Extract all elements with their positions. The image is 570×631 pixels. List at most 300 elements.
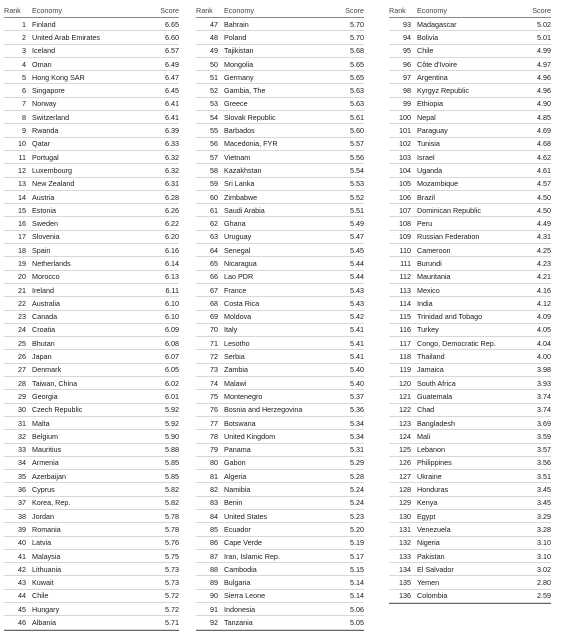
rank-cell: 129	[399, 498, 411, 508]
table-row	[196, 111, 364, 124]
table-row	[196, 483, 364, 496]
economy-cell: Mauritius	[32, 445, 62, 455]
rank-cell: 95	[403, 46, 411, 56]
economy-cell: Russian Federation	[417, 232, 480, 242]
rank-cell: 32	[18, 431, 26, 441]
table-row	[4, 217, 179, 230]
rank-cell: 125	[399, 445, 411, 455]
economy-cell: Taiwan, China	[32, 378, 78, 388]
rank-cell: 29	[18, 391, 26, 401]
rank-cell: 5	[22, 72, 26, 82]
rank-cell: 73	[210, 365, 218, 375]
economy-cell: Rwanda	[32, 126, 59, 136]
table-row	[389, 124, 551, 137]
economy-cell: Slovenia	[32, 232, 60, 242]
table-row	[4, 470, 179, 483]
table-row	[196, 151, 364, 164]
table-row	[196, 231, 364, 244]
score-cell: 6.26	[165, 205, 179, 215]
rank-cell: 45	[18, 604, 26, 614]
table-row	[4, 297, 179, 310]
rank-cell: 77	[210, 418, 218, 428]
economy-cell: Honduras	[417, 485, 449, 495]
score-cell: 5.14	[350, 591, 364, 601]
table-row	[389, 164, 551, 177]
rank-cell: 117	[399, 338, 411, 348]
economy-cell: El Salvador	[417, 564, 454, 574]
economy-cell: Thailand	[417, 352, 445, 362]
economy-cell: Paraguay	[417, 126, 448, 136]
table-row	[389, 350, 551, 363]
table-row	[196, 257, 364, 270]
score-cell: 5.15	[350, 564, 364, 574]
rank-cell: 71	[210, 338, 218, 348]
economy-cell: Chad	[417, 405, 435, 415]
table-row	[389, 404, 551, 417]
economy-cell: Ethiopia	[417, 99, 443, 109]
score-cell: 5.01	[537, 32, 551, 42]
economy-cell: Tanzania	[224, 618, 253, 627]
score-cell: 4.97	[537, 59, 551, 69]
economy-cell: Burundi	[417, 258, 442, 268]
economy-cell: Dominican Republic	[417, 205, 481, 215]
economy-cell: Mauritania	[417, 272, 451, 282]
rank-cell: 66	[210, 272, 218, 282]
rank-cell: 54	[210, 112, 218, 122]
table-row	[4, 204, 179, 217]
economy-cell: Chile	[417, 46, 434, 56]
table-row	[389, 337, 551, 350]
table-row	[389, 563, 551, 576]
rank-cell: 31	[18, 418, 26, 428]
table-row	[4, 191, 179, 204]
score-cell: 4.23	[537, 258, 551, 268]
economy-header: Economy	[417, 6, 447, 15]
table-row	[196, 337, 364, 350]
score-cell: 5.24	[350, 485, 364, 495]
table-row	[389, 84, 551, 97]
rank-cell: 17	[18, 232, 26, 242]
rank-cell: 72	[210, 352, 218, 362]
score-cell: 6.07	[165, 352, 179, 362]
rank-cell: 120	[399, 378, 411, 388]
economy-cell: Bolivia	[417, 32, 439, 42]
economy-cell: Sri Lanka	[224, 179, 255, 189]
score-cell: 2.59	[537, 591, 551, 601]
economy-cell: Montenegro	[224, 391, 263, 401]
table-row	[196, 31, 364, 44]
rank-cell: 11	[18, 152, 26, 162]
table-row	[389, 204, 551, 217]
economy-cell: Albania	[32, 618, 56, 627]
score-cell: 5.45	[350, 245, 364, 255]
score-cell: 4.50	[537, 205, 551, 215]
rank-cell: 61	[210, 205, 218, 215]
score-cell: 3.51	[537, 471, 551, 481]
score-cell: 5.06	[350, 604, 364, 614]
rank-cell: 13	[18, 179, 26, 189]
rank-cell: 22	[18, 298, 26, 308]
table-row	[4, 178, 179, 191]
rank-cell: 50	[210, 59, 218, 69]
rank-cell: 15	[18, 205, 26, 215]
table-row	[196, 523, 364, 536]
table-row	[4, 364, 179, 377]
table-row	[389, 324, 551, 337]
score-cell: 3.45	[537, 485, 551, 495]
rank-header: Rank	[196, 6, 213, 15]
score-cell: 5.17	[350, 551, 364, 561]
economy-cell: Argentina	[417, 72, 448, 82]
rank-cell: 24	[18, 325, 26, 335]
economy-cell: Estonia	[32, 205, 56, 215]
table-row	[389, 311, 551, 324]
score-cell: 5.34	[350, 418, 364, 428]
rank-cell: 1	[22, 19, 26, 29]
table-row	[196, 98, 364, 111]
score-cell: 4.16	[537, 285, 551, 295]
table-row	[389, 58, 551, 71]
table-row	[389, 191, 551, 204]
score-cell: 6.32	[165, 165, 179, 175]
score-cell: 5.78	[165, 511, 179, 521]
rank-cell: 98	[403, 86, 411, 96]
rank-cell: 94	[403, 32, 411, 42]
table-row	[4, 324, 179, 337]
table-row	[389, 576, 551, 589]
economy-cell: Serbia	[224, 352, 245, 362]
table-row	[4, 616, 179, 629]
score-cell: 5.49	[350, 219, 364, 229]
economy-cell: Switzerland	[32, 112, 70, 122]
economy-cell: Jamaica	[417, 365, 444, 375]
rank-cell: 116	[399, 325, 411, 335]
score-cell: 5.85	[165, 471, 179, 481]
score-cell: 4.50	[537, 192, 551, 202]
score-cell: 4.57	[537, 179, 551, 189]
economy-cell: Gambia, The	[224, 86, 266, 96]
table-row	[196, 45, 364, 58]
table-row	[389, 71, 551, 84]
score-cell: 5.63	[350, 99, 364, 109]
score-cell: 5.70	[350, 32, 364, 42]
rank-cell: 55	[210, 126, 218, 136]
table-row	[196, 510, 364, 523]
score-cell: 6.39	[165, 126, 179, 136]
score-cell: 4.31	[537, 232, 551, 242]
score-header: Score	[345, 6, 364, 15]
rank-cell: 127	[399, 471, 411, 481]
table-row	[389, 45, 551, 58]
score-cell: 5.20	[350, 524, 364, 534]
table-row	[4, 31, 179, 44]
rank-cell: 56	[210, 139, 218, 149]
rank-cell: 128	[399, 485, 411, 495]
economy-cell: Jordan	[32, 511, 54, 521]
table-row	[4, 84, 179, 97]
rank-cell: 62	[210, 219, 218, 229]
rank-cell: 41	[18, 551, 26, 561]
score-cell: 4.90	[537, 99, 551, 109]
score-cell: 2.80	[537, 578, 551, 588]
table-row	[196, 616, 364, 629]
economy-cell: Saudi Arabia	[224, 205, 265, 215]
rank-cell: 53	[210, 99, 218, 109]
rank-cell: 7	[22, 99, 26, 109]
economy-cell: Congo, Democratic Rep.	[417, 338, 496, 348]
economy-cell: Peru	[417, 219, 433, 229]
table-row	[4, 350, 179, 363]
economy-cell: Kuwait	[32, 578, 54, 588]
economy-cell: Côte d'Ivoire	[417, 59, 458, 69]
table-row	[4, 497, 179, 510]
rank-cell: 107	[399, 205, 411, 215]
score-cell: 4.85	[537, 112, 551, 122]
rank-cell: 38	[18, 511, 26, 521]
score-cell: 6.41	[165, 112, 179, 122]
rank-cell: 39	[18, 524, 26, 534]
score-cell: 4.04	[537, 338, 551, 348]
score-cell: 5.02	[537, 19, 551, 29]
economy-cell: France	[224, 285, 247, 295]
score-cell: 5.71	[165, 618, 179, 627]
score-cell: 6.16	[165, 245, 179, 255]
rank-cell: 52	[210, 86, 218, 96]
economy-cell: Georgia	[32, 391, 58, 401]
score-cell: 6.47	[165, 72, 179, 82]
rank-cell: 80	[210, 458, 218, 468]
economy-cell: Guatemala	[417, 391, 453, 401]
score-cell: 5.23	[350, 511, 364, 521]
rank-cell: 19	[18, 258, 26, 268]
table-row	[196, 311, 364, 324]
table-row	[4, 58, 179, 71]
economy-cell: Egypt	[417, 511, 436, 521]
score-cell: 5.65	[350, 59, 364, 69]
score-cell: 6.20	[165, 232, 179, 242]
rank-cell: 108	[399, 219, 411, 229]
rank-cell: 113	[399, 285, 411, 295]
score-cell: 3.45	[537, 498, 551, 508]
rank-cell: 111	[400, 258, 411, 268]
score-cell: 5.73	[165, 578, 179, 588]
score-cell: 5.72	[165, 604, 179, 614]
table-row	[196, 430, 364, 443]
score-cell: 5.14	[350, 578, 364, 588]
rank-cell: 49	[210, 46, 218, 56]
score-cell: 5.43	[350, 285, 364, 295]
score-cell: 6.10	[165, 298, 179, 308]
table-row	[389, 284, 551, 297]
economy-cell: Tunisia	[417, 139, 440, 149]
score-cell: 5.40	[350, 365, 364, 375]
score-cell: 5.19	[350, 538, 364, 548]
table-row	[389, 523, 551, 536]
score-cell: 5.24	[350, 498, 364, 508]
score-cell: 5.47	[350, 232, 364, 242]
table-row	[196, 138, 364, 151]
economy-cell: Ireland	[32, 285, 54, 295]
table-row	[389, 138, 551, 151]
economy-cell: Brazil	[417, 192, 435, 202]
score-cell: 5.05	[350, 618, 364, 627]
score-cell: 6.28	[165, 192, 179, 202]
table-row	[4, 111, 179, 124]
economy-cell: Canada	[32, 312, 58, 322]
rank-cell: 3	[22, 46, 26, 56]
score-cell: 4.09	[537, 312, 551, 322]
table-row	[389, 178, 551, 191]
table-body	[4, 18, 179, 631]
economy-cell: Czech Republic	[32, 405, 83, 415]
table-row	[389, 31, 551, 44]
score-cell: 3.59	[537, 431, 551, 441]
table-row	[4, 71, 179, 84]
table-row	[4, 404, 179, 417]
score-cell: 4.96	[537, 72, 551, 82]
score-cell: 5.36	[350, 405, 364, 415]
economy-cell: Tajikistan	[224, 46, 254, 56]
score-cell: 6.10	[165, 312, 179, 322]
score-cell: 3.28	[537, 524, 551, 534]
ranking-table-2	[196, 4, 364, 631]
score-cell: 6.45	[165, 86, 179, 96]
rank-header: Rank	[4, 6, 21, 15]
economy-cell: Uganda	[417, 165, 443, 175]
score-cell: 5.78	[165, 524, 179, 534]
rank-cell: 110	[399, 245, 411, 255]
rank-cell: 27	[18, 365, 26, 375]
table-row	[196, 164, 364, 177]
rank-cell: 51	[210, 72, 218, 82]
score-cell: 4.00	[537, 352, 551, 362]
score-cell: 5.51	[350, 205, 364, 215]
rank-cell: 20	[18, 272, 26, 282]
rank-cell: 115	[399, 312, 411, 322]
rank-cell: 96	[403, 59, 411, 69]
rank-cell: 9	[22, 126, 26, 136]
economy-cell: Norway	[32, 99, 57, 109]
rank-cell: 68	[210, 298, 218, 308]
economy-cell: Cambodia	[224, 564, 257, 574]
table-row	[389, 231, 551, 244]
table-row	[4, 537, 179, 550]
score-cell: 5.72	[165, 591, 179, 601]
score-cell: 5.82	[165, 485, 179, 495]
rank-cell: 83	[210, 498, 218, 508]
table-row	[389, 390, 551, 403]
table-row	[4, 377, 179, 390]
rank-cell: 10	[18, 139, 26, 149]
economy-cell: Qatar	[32, 139, 50, 149]
economy-cell: Kazakhstan	[224, 165, 262, 175]
economy-cell: Cameroon	[417, 245, 451, 255]
rank-cell: 88	[210, 564, 218, 574]
economy-cell: Madagascar	[417, 19, 457, 29]
table-row	[4, 457, 179, 470]
score-cell: 6.05	[165, 365, 179, 375]
economy-cell: Azerbaijan	[32, 471, 66, 481]
rank-cell: 86	[210, 538, 218, 548]
economy-header: Economy	[224, 6, 254, 15]
economy-cell: Lesotho	[224, 338, 250, 348]
economy-cell: Slovak Republic	[224, 112, 276, 122]
rank-cell: 23	[18, 312, 26, 322]
rank-cell: 34	[18, 458, 26, 468]
table-row	[4, 244, 179, 257]
table-row	[389, 430, 551, 443]
table-row	[4, 337, 179, 350]
economy-cell: Poland	[224, 32, 247, 42]
rank-cell: 78	[210, 431, 218, 441]
rank-cell: 58	[210, 165, 218, 175]
rank-cell: 123	[399, 418, 411, 428]
score-cell: 6.57	[165, 46, 179, 56]
economy-cell: India	[417, 298, 433, 308]
rank-cell: 40	[18, 538, 26, 548]
economy-cell: Bosnia and Herzegovina	[224, 405, 303, 415]
score-cell: 5.54	[350, 165, 364, 175]
score-cell: 5.60	[350, 126, 364, 136]
table-row	[389, 444, 551, 457]
score-cell: 5.90	[165, 431, 179, 441]
table-row	[196, 537, 364, 550]
economy-cell: Iceland	[32, 46, 56, 56]
economy-cell: South Africa	[417, 378, 456, 388]
economy-cell: Mali	[417, 431, 431, 441]
economy-cell: Mozambique	[417, 179, 459, 189]
score-cell: 5.76	[165, 538, 179, 548]
score-cell: 6.22	[165, 219, 179, 229]
economy-cell: Australia	[32, 298, 60, 308]
rank-cell: 112	[399, 272, 411, 282]
score-cell: 5.65	[350, 72, 364, 82]
table-row	[389, 271, 551, 284]
rank-cell: 131	[399, 524, 411, 534]
rank-cell: 67	[210, 285, 218, 295]
table-row	[196, 444, 364, 457]
rank-cell: 2	[22, 32, 26, 42]
rank-cell: 59	[210, 179, 218, 189]
economy-cell: Finland	[32, 19, 56, 29]
economy-cell: Lithuania	[32, 564, 62, 574]
score-cell: 5.44	[350, 272, 364, 282]
rank-cell: 90	[210, 591, 218, 601]
table-body	[196, 18, 364, 631]
table-row	[389, 510, 551, 523]
table-row	[4, 18, 179, 31]
rank-cell: 133	[399, 551, 411, 561]
rank-cell: 46	[18, 618, 26, 627]
rank-cell: 79	[210, 445, 218, 455]
economy-cell: Cyprus	[32, 485, 55, 495]
table-row	[389, 550, 551, 563]
score-cell: 6.13	[165, 272, 179, 282]
table-row	[4, 45, 179, 58]
score-cell: 5.92	[165, 418, 179, 428]
score-cell: 5.75	[165, 551, 179, 561]
table-row	[4, 124, 179, 137]
score-cell: 5.41	[350, 338, 364, 348]
table-row	[196, 178, 364, 191]
rank-cell: 25	[18, 338, 26, 348]
score-cell: 5.41	[350, 352, 364, 362]
economy-cell: Japan	[32, 352, 52, 362]
score-cell: 6.32	[165, 152, 179, 162]
economy-cell: Chile	[32, 591, 49, 601]
economy-cell: Moldova	[224, 312, 252, 322]
rank-cell: 97	[403, 72, 411, 82]
